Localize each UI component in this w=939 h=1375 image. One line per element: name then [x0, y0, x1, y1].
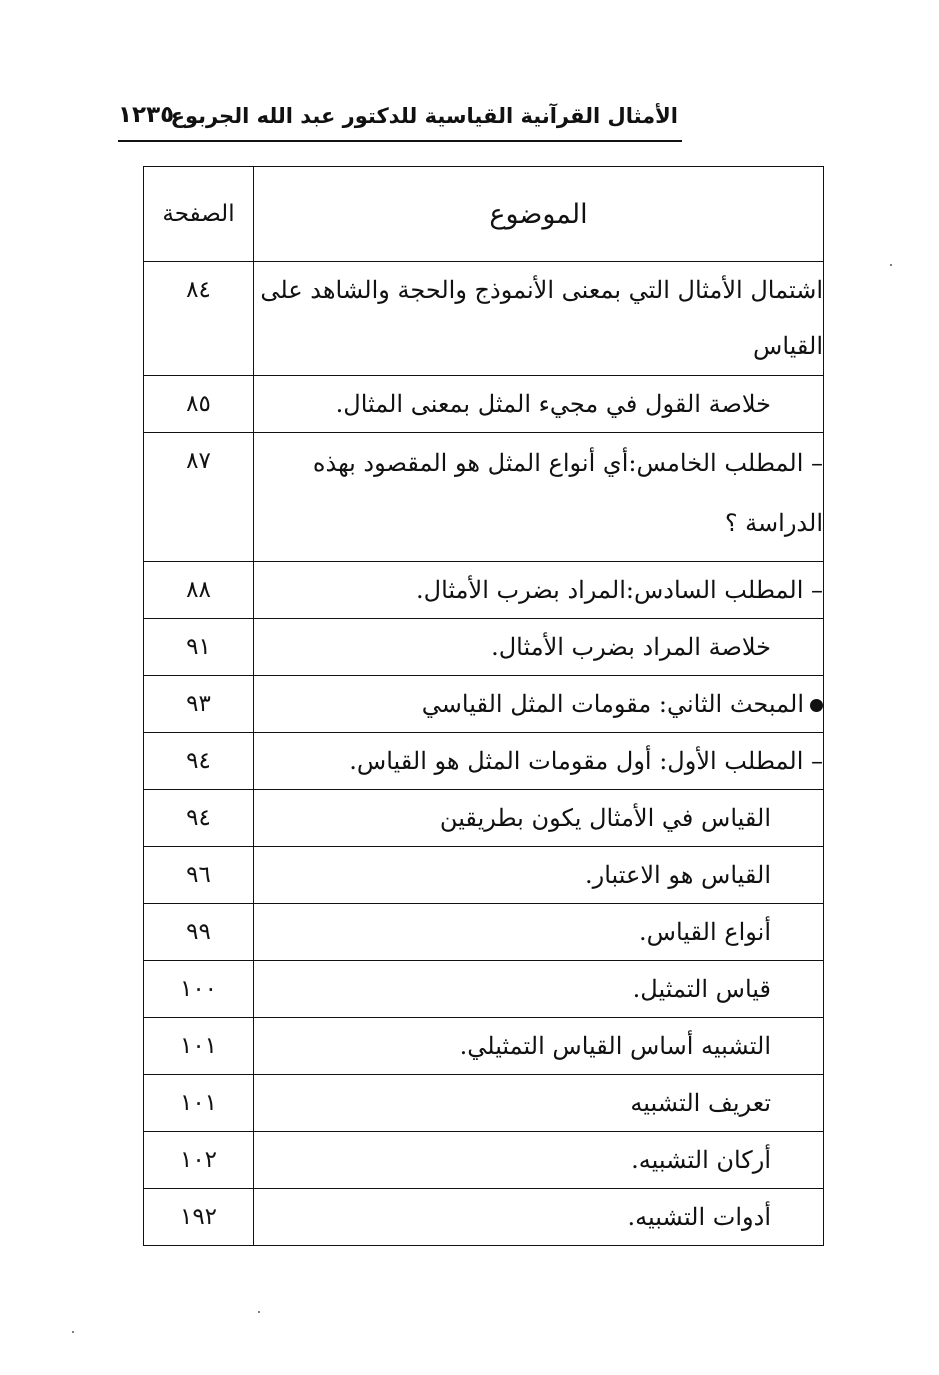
row-page: ٨٥ — [144, 376, 254, 433]
scan-speck — [258, 1311, 260, 1313]
row-topic: القياس هو الاعتبار. — [254, 847, 824, 904]
row-topic: القياس في الأمثال يكون بطريقين — [254, 790, 824, 847]
row-topic: – المطلب السادس:المراد بضرب الأمثال. — [254, 562, 824, 619]
header-rule — [118, 140, 682, 142]
bullet-icon — [810, 699, 823, 712]
row-page: ١٠١ — [144, 1075, 254, 1132]
row-page: ١٠١ — [144, 1018, 254, 1075]
column-header-page: الصفحة — [144, 167, 254, 262]
page-number: ١٢٣٥ — [118, 102, 175, 128]
running-header — [118, 100, 678, 136]
row-page: ١٩٢ — [144, 1189, 254, 1246]
table-row — [144, 433, 824, 562]
table-row — [144, 376, 824, 433]
running-header-title: الأمثال القرآنية القياسية للدكتور عبد الله الجربوع — [170, 104, 678, 128]
scan-speck — [890, 264, 892, 266]
row-page: ٨٧ — [144, 433, 254, 562]
row-topic: أركان التشبيه. — [254, 1132, 824, 1189]
table-row — [144, 1075, 824, 1132]
table-row — [144, 262, 824, 376]
row-page: ٨٤ — [144, 262, 254, 376]
table-row — [144, 790, 824, 847]
column-header-topic: الموضوع — [254, 167, 824, 262]
row-page: ١٠٢ — [144, 1132, 254, 1189]
row-topic: خلاصة المراد بضرب الأمثال. — [254, 619, 824, 676]
table-row — [144, 1189, 824, 1246]
row-topic-text: المبحث الثاني: مقومات المثل القياسي — [421, 690, 804, 718]
table-row — [144, 562, 824, 619]
row-topic: تعريف التشبيه — [254, 1075, 824, 1132]
row-topic: التشبيه أساس القياس التمثيلي. — [254, 1018, 824, 1075]
row-page: ٨٨ — [144, 562, 254, 619]
row-topic: قياس التمثيل. — [254, 961, 824, 1018]
scan-speck — [72, 1331, 74, 1333]
row-topic: – المطلب الخامس:أي أنواع المثل هو المقصود بهذه الدراسة ؟ — [254, 433, 824, 562]
row-topic: – المطلب الأول: أول مقومات المثل هو القياس. — [254, 733, 824, 790]
table-row — [144, 904, 824, 961]
row-topic — [254, 676, 824, 733]
table-row — [144, 1132, 824, 1189]
table-of-contents — [143, 166, 824, 1246]
row-topic: أنواع القياس. — [254, 904, 824, 961]
table-row — [144, 733, 824, 790]
row-topic: أدوات التشبيه. — [254, 1189, 824, 1246]
row-page: ٩٣ — [144, 676, 254, 733]
table-row — [144, 1018, 824, 1075]
row-page: ٩٤ — [144, 790, 254, 847]
table-row — [144, 847, 824, 904]
row-page: ٩١ — [144, 619, 254, 676]
row-page: ٩٩ — [144, 904, 254, 961]
row-topic: خلاصة القول في مجيء المثل بمعنى المثال. — [254, 376, 824, 433]
row-page: ٩٦ — [144, 847, 254, 904]
table-row — [144, 676, 824, 733]
row-page: ٩٤ — [144, 733, 254, 790]
row-page: ١٠٠ — [144, 961, 254, 1018]
row-topic: اشتمال الأمثال التي بمعنى الأنموذج والحجة والشاهد على القياس — [254, 262, 824, 376]
table-row — [144, 619, 824, 676]
table-header-row — [144, 167, 824, 262]
table-row — [144, 961, 824, 1018]
